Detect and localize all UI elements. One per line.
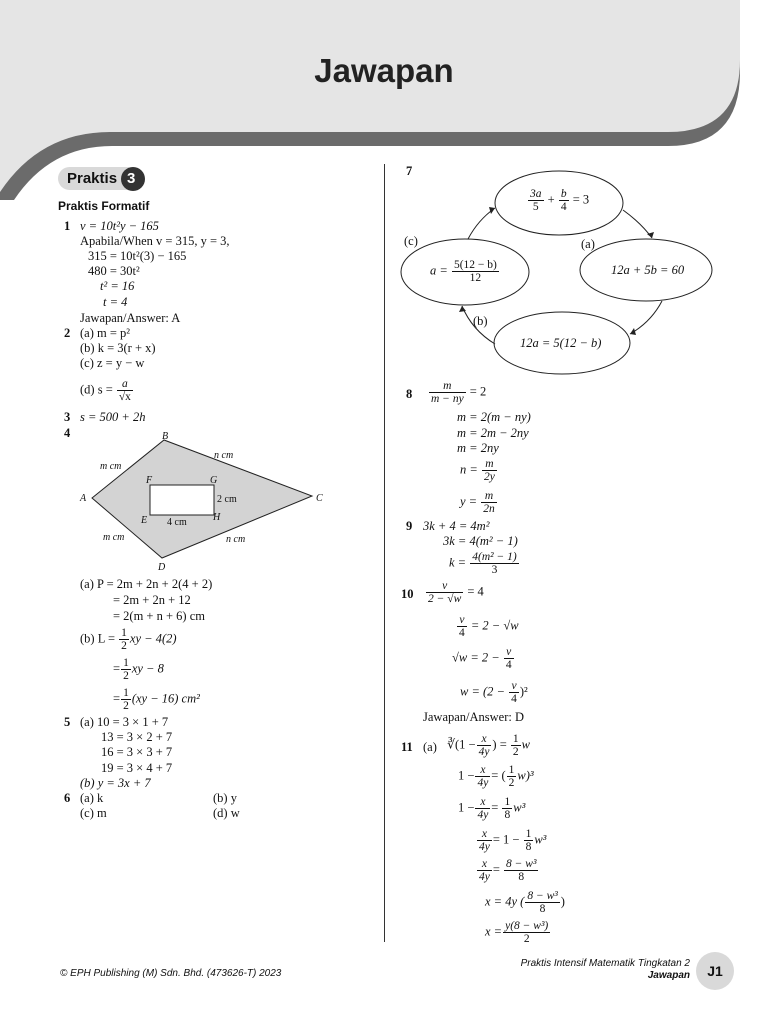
q8-number: 8 (406, 387, 413, 401)
q2-number: 2 (64, 326, 71, 340)
q9-number: 9 (406, 519, 413, 533)
vertex-label: E (141, 515, 148, 526)
q3-text: s = 500 + 2h (80, 410, 146, 424)
q2-part: (c) z = y − w (80, 356, 145, 370)
q1-line: 315 = 10t²(3) − 165 (88, 249, 187, 263)
q1-line: t² = 16 (100, 279, 135, 293)
vertex-label: A (80, 493, 87, 504)
section-footer: Jawapan (647, 970, 690, 981)
vertex-label: D (158, 562, 166, 573)
side-label: 2 cm (217, 494, 237, 505)
q2-part-d: (d) s = $\frac{a}{√x}$ (80, 378, 131, 403)
q8-line: m = 2ny (457, 441, 499, 455)
q10-line: w = (2 − $\frac{v}{4}$ )² (460, 680, 528, 705)
q5-number: 5 (64, 715, 71, 729)
side-label: m cm (103, 532, 125, 543)
vertex-label: H (213, 512, 221, 523)
q10-line: $\frac{v}{2 - √w}$ = 4 (428, 580, 484, 605)
q7-label: (a) (581, 237, 595, 251)
q1-line: 480 = 30t² (88, 264, 140, 278)
q11-line: 1 − $\frac{x}{4y}$ = $\frac{1}{8}$ w³ (458, 796, 526, 821)
q11-line: 1 − $\frac{x}{4y}$ = ( $\frac{1}{2}$ w)³ (458, 764, 534, 789)
q1-answer: Jawapan/Answer: A (80, 311, 181, 325)
q7-left-node: a = $\frac{5(12 - b)}{12}$ (430, 259, 497, 284)
page-title: Jawapan (314, 52, 454, 89)
section-heading: Praktis Formatif (58, 199, 150, 213)
q9-line: 3k = 4(m² − 1) (443, 534, 518, 548)
q10-answer: Jawapan/Answer: D (423, 710, 525, 724)
q4-b-line: = $\frac{1}{2}$ xy − 8 (113, 657, 164, 682)
kite-diagram (78, 428, 338, 576)
q7-bottom-node: 12a = 5(12 − b) (520, 336, 602, 350)
q8-line: m = 2(m − ny) (457, 410, 531, 424)
vertex-label: B (162, 431, 169, 442)
q4-b-line: (b) L = $\frac{1}{2}$ xy − 4(2) (80, 627, 177, 652)
q7-label: (b) (473, 314, 488, 328)
q7-number: 7 (406, 164, 413, 178)
q4-a-line: (a) P = 2m + 2n + 2(4 + 2) (80, 577, 213, 591)
vertex-label: F (146, 475, 153, 486)
side-label: n cm (214, 450, 234, 461)
q1-line: t = 4 (103, 295, 128, 309)
q5-line: (a) 10 = 3 × 1 + 7 (80, 715, 169, 729)
q8-line: $\frac{m}{m - ny}$ = 2 (431, 380, 487, 405)
q8-line: n = $\frac{m}{2y}$ (460, 458, 495, 483)
q5-line: 19 = 3 × 4 + 7 (101, 761, 173, 775)
q6-part: (a) k (80, 791, 104, 805)
q4-number: 4 (64, 426, 71, 440)
q6-part: (b) y (213, 791, 237, 805)
q2-part: (a) m = p² (80, 326, 131, 340)
q11-line: x = $\frac{\text{y(8 − w³)}}{2}$ (485, 920, 549, 945)
q1-number: 1 (64, 219, 71, 233)
q7-right-node: 12a + 5b = 60 (611, 263, 685, 277)
column-divider (384, 164, 385, 942)
q7-label: (c) (404, 234, 418, 248)
q6-part: (d) w (213, 806, 240, 820)
q10-line: √w = 2 − $\frac{v}{4}$ (452, 646, 512, 671)
q11-number: 11 (401, 740, 413, 754)
q11-line: $\frac{x}{4y}$ = 1 − $\frac{1}{8}$ w³ (479, 828, 547, 853)
q8-line: y = $\frac{m}{2n}$ (460, 490, 495, 515)
vertex-label: C (316, 493, 323, 504)
book-title-footer: Praktis Intensif Matematik Tingkatan 2 (520, 958, 690, 969)
q4-b-line: = $\frac{1}{2}$ (xy − 16) cm² (113, 687, 200, 712)
copyright-footer: © EPH Publishing (M) Sdn. Bhd. (473626-T) 2023 (60, 968, 282, 979)
q11-part-label: (a) (423, 740, 437, 754)
q10-number: 10 (401, 587, 414, 601)
q11-line: ∛(1 − $\frac{x}{4y}$ ) = $\frac{1}{2}$ w (447, 733, 530, 758)
q4-a-line: = 2(m + n + 6) cm (113, 609, 205, 623)
q7-top-node: $\frac{3a}{5}$ + $\frac{b}{4}$ = 3 (530, 188, 590, 213)
q5-line: (b) y = 3x + 7 (80, 776, 151, 790)
side-label: 4 cm (167, 517, 187, 528)
q11-line: x = 4y ( $\frac{\text{8 − w³}}{8}$ ) (485, 890, 565, 915)
q5-line: 13 = 3 × 2 + 7 (101, 730, 173, 744)
q6-part: (c) m (80, 806, 107, 820)
q5-line: 16 = 3 × 3 + 7 (101, 745, 173, 759)
page-number: J1 (696, 952, 734, 990)
q11-line: $\frac{x}{4y}$ = $\frac{\text{8 − w³}}{8}$ (479, 858, 537, 883)
q1-line: v = 10t²y − 165 (80, 219, 159, 233)
q8-line: m = 2m − 2ny (457, 426, 529, 440)
q2-part: (b) k = 3(r + x) (80, 341, 156, 355)
q9-line: 3k + 4 = 4m² (423, 519, 490, 533)
q1-line: Apabila/When v = 315, y = 3, (80, 234, 230, 248)
side-label: m cm (100, 461, 122, 472)
vertex-label: G (210, 475, 218, 486)
q6-number: 6 (64, 791, 71, 805)
q10-line: $\frac{v}{4}$ = 2 − √w (459, 614, 519, 639)
praktis-label: Praktis (67, 170, 118, 187)
side-label: n cm (226, 534, 246, 545)
q9-line: k = $\frac{\text{4(m² − 1)}}{3}$ (449, 551, 517, 576)
praktis-number: 3 (127, 170, 136, 187)
q3-number: 3 (64, 410, 71, 424)
q4-a-line: = 2m + 2n + 12 (113, 593, 191, 607)
